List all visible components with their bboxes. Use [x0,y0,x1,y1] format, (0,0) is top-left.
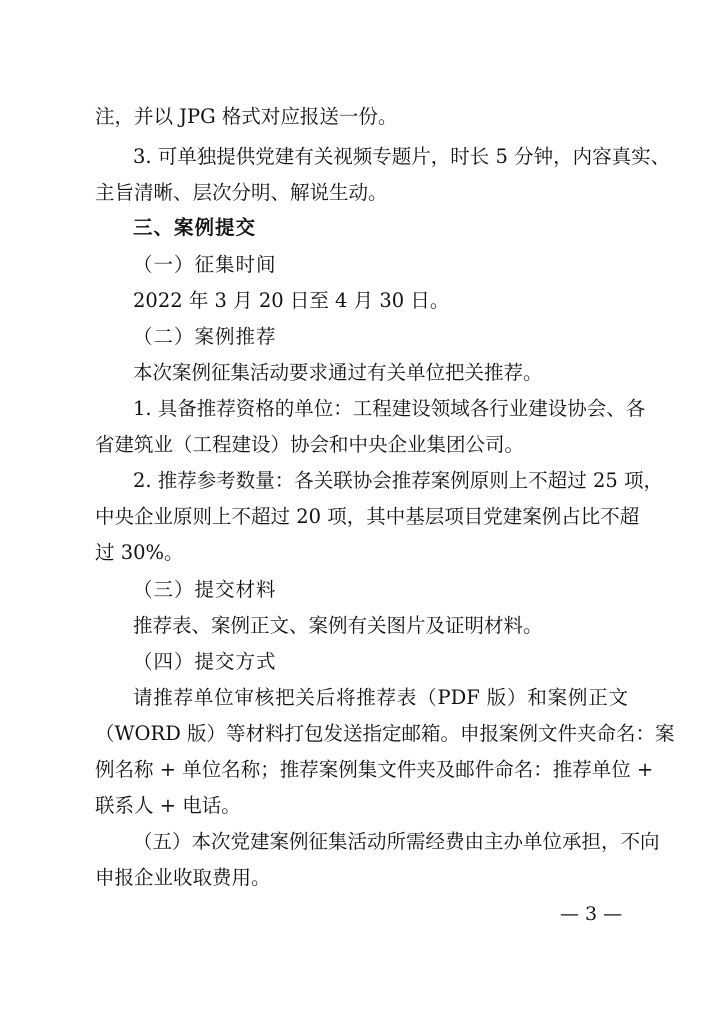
paragraph-line [0,466,723,496]
line-text: 中央企业原则上不超过 20 项，其中基层项目党建案例占比不超 [95,505,640,528]
line-text: 请推荐单位审核把关后将推荐表（PDF 版）和案例正文 [133,686,628,709]
subsection-heading [0,322,723,352]
subsection-heading [0,250,723,280]
paragraph-line [0,538,723,568]
line-text: （五）本次党建案例征集活动所需经费由主办单位承担，不向 [133,830,660,853]
line-text: 推荐表、案例正文、案例有关图片及证明材料。 [133,614,543,637]
subsection-heading [0,647,723,677]
subsection-heading-text: （四）提交方式 [133,650,277,673]
page-number: — 3 — [560,903,623,925]
paragraph-line [0,827,723,857]
line-text: 申报企业收取费用。 [95,866,271,889]
paragraph-line [0,102,723,132]
line-text: 2. 推荐参考数量：各关联协会推荐案例原则上不超过 25 项， [133,469,664,492]
line-text: 2022 年 3 月 20 日至 4 月 30 日。 [133,289,450,312]
paragraph-line [0,358,723,388]
paragraph-line [0,502,723,532]
section-heading [0,213,723,243]
line-text: （WORD 版）等材料打包发送指定邮箱。申报案例文件夹命名：案 [95,722,675,745]
paragraph-line [0,683,723,713]
paragraph-line [0,286,723,316]
line-text: 省建筑业（工程建设）协会和中央企业集团公司。 [95,433,525,456]
paragraph-line [0,863,723,893]
paragraph-line [0,611,723,641]
line-text: 3. 可单独提供党建有关视频专题片，时长 5 分钟，内容真实、 [133,145,671,168]
paragraph-line [0,142,723,172]
paragraph-line [0,178,723,208]
line-text: 过 30%。 [95,541,184,564]
paragraph-line [0,719,723,749]
line-text: 1. 具备推荐资格的单位：工程建设领域各行业建设协会、各 [133,397,646,420]
paragraph-line [0,791,723,821]
section-heading-text: 三、案例提交 [133,216,257,239]
line-text: 注，并以 JPG 格式对应报送一份。 [95,105,398,128]
subsection-heading-text: （三）提交材料 [133,578,277,601]
paragraph-line [0,755,723,785]
line-text: 主旨清晰、层次分明、解说生动。 [95,181,388,204]
line-text: 例名称 + 单位名称；推荐案例集文件夹及邮件命名：推荐单位 + [95,758,654,781]
subsection-heading-text: （二）案例推荐 [133,325,277,348]
subsection-heading-text: （一）征集时间 [133,253,277,276]
subsection-heading [0,575,723,605]
paragraph-line [0,394,723,424]
paragraph-line [0,430,723,460]
line-text: 本次案例征集活动要求通过有关单位把关推荐。 [133,361,543,384]
line-text: 联系人 + 电话。 [95,794,241,817]
